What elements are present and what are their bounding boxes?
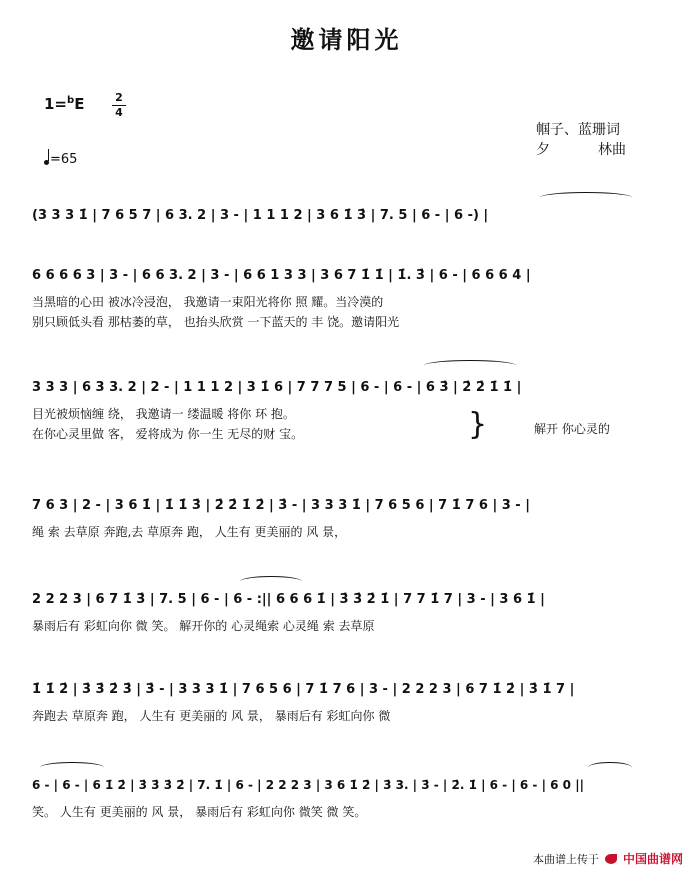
quarter-note-icon <box>44 160 49 165</box>
staff-line-1 <box>32 198 664 232</box>
staff-line-7 <box>32 768 664 822</box>
lyricist-credit: 帼子、蓝珊词 <box>536 122 620 138</box>
music-line: 7 6 3 | 2 - | 3 6 1̇ | 1̇ 1̇ 3̇ | 2̇ 2̇ 1̇ 2̇ | 3̇ - | 3 3 3 1̇ | 7 6 5 6 | 7 1̇ 7 6 | 3 - | <box>32 497 530 513</box>
staff-line-4 <box>32 488 664 542</box>
credits <box>536 120 626 160</box>
footer-text: 本曲谱上传于 <box>532 852 599 866</box>
song-title: 邀请阳光 <box>290 26 403 54</box>
flat-sign: b <box>67 95 75 106</box>
music-line: 6 - | 6 - | 6 1̇ 2̇ | 3̇ 3̇ 3̇ 2̇ | 7. 1̇ | 6 - | 2 2 2 3 | 3 6 1̇ 2̇ | 3̇ 3. | 3̇ - | 2̇. 1̇ | 6 - | 6 - | 6 0 || <box>32 778 584 792</box>
staff-line-2 <box>32 258 664 332</box>
footer <box>533 850 683 867</box>
lyrics-verse-2: 别只顾低头看 那枯萎的草， 也抬头欣赏 一下蓝天的 丰 饶。邀请阳光 <box>32 315 400 329</box>
meter-top: 2 <box>115 91 123 104</box>
composer-credit-a: 夕 <box>536 142 550 158</box>
staff-line-5 <box>32 582 664 636</box>
time-signature <box>112 92 126 119</box>
staff-line-6 <box>32 672 664 726</box>
music-line: (3 3 3 1̇ | 7 6 5 7 | 6 3. 2 | 3 - | 1 1 1 2 | 3 6 1̇ 3̇ | 7. 5 | 6 - | 6 -) | <box>32 207 489 223</box>
key-prefix: 1= <box>44 95 68 113</box>
site-name[interactable]: 中国曲谱网 <box>622 852 683 866</box>
lyrics: 奔跑去 草原奔 跑， 人生有 更美丽的 风 景， 暴雨后有 彩虹向你 微 <box>32 709 391 723</box>
lyrics: 绳 索 去草原 奔跑,去 草原奔 跑， 人生有 更美丽的 风 景， <box>32 525 347 539</box>
composer-credit-b: 林曲 <box>598 142 626 158</box>
verse-brace: } <box>468 407 488 442</box>
site-logo-icon <box>605 854 617 864</box>
lyrics: 笑。 人生有 更美丽的 风 景， 暴雨后有 彩虹向你 微笑 微 笑。 <box>32 805 367 819</box>
refrain-lyric: 解开 你心灵的 <box>534 422 610 436</box>
lyrics-verse-2: 在你心灵里做 客， 爱将成为 你一生 无尽的财 宝。 <box>32 427 304 441</box>
music-line: 1̇ 1̇ 2̇ | 3̇ 3̇ 2̇ 3̇ | 3̇ - | 3 3 3 1̇ | 7 6 5 6 | 7 1̇ 7 6 | 3 - | 2 2 2 3 | 6 7 1̇ 2̇ | 3̇ 1̇ 7 | <box>32 681 575 697</box>
slur <box>540 192 632 203</box>
music-line: 3 3 3 | 6 3 3. 2 | 2 - | 1 1 1 2 | 3 1̇ 6 | 7 7 7 5 | 6 - | 6 - | 6 3̇ | 2̇ 2̇ 1̇ 1̇ | <box>32 379 522 395</box>
tempo-marking <box>44 152 77 167</box>
slur <box>40 762 104 773</box>
slur <box>588 762 632 773</box>
music-line: 2 2 2 3 | 6 7 1̇ 3̇ | 7. 5 | 6 - | 6 - :|| 6 6 6 1̇ | 3̇ 3̇ 2̇ 1̇ | 7 7 1̇ 7 | 3 - | 3 6 1̇ | <box>32 591 545 607</box>
lyrics: 暴雨后有 彩虹向你 微 笑。 解开你的 心灵绳索 心灵绳 索 去草原 <box>32 619 375 633</box>
lyrics-verse-1: 目光被烦恼缠 绕， 我邀请一 缕温暖 将你 环 抱。 <box>32 407 295 421</box>
lyrics-verse-1: 当黑暗的心田 被冰冷浸泡， 我邀请一束阳光将你 照 耀。当冷漠的 <box>32 295 384 309</box>
slur <box>424 360 516 371</box>
key-signature <box>44 95 84 113</box>
tempo-value: =65 <box>50 152 78 167</box>
key-note: E <box>74 95 85 113</box>
music-line: 6 6 6 6 3 | 3 - | 6 6 3. 2 | 3 - | 6 6 1 3 3 | 3 6 7 1̇ 1̇ | 1̇. 3̇ | 6 - | 6 6 6 4 | <box>32 267 531 283</box>
meter-bottom: 4 <box>115 106 123 119</box>
slur <box>240 576 302 587</box>
